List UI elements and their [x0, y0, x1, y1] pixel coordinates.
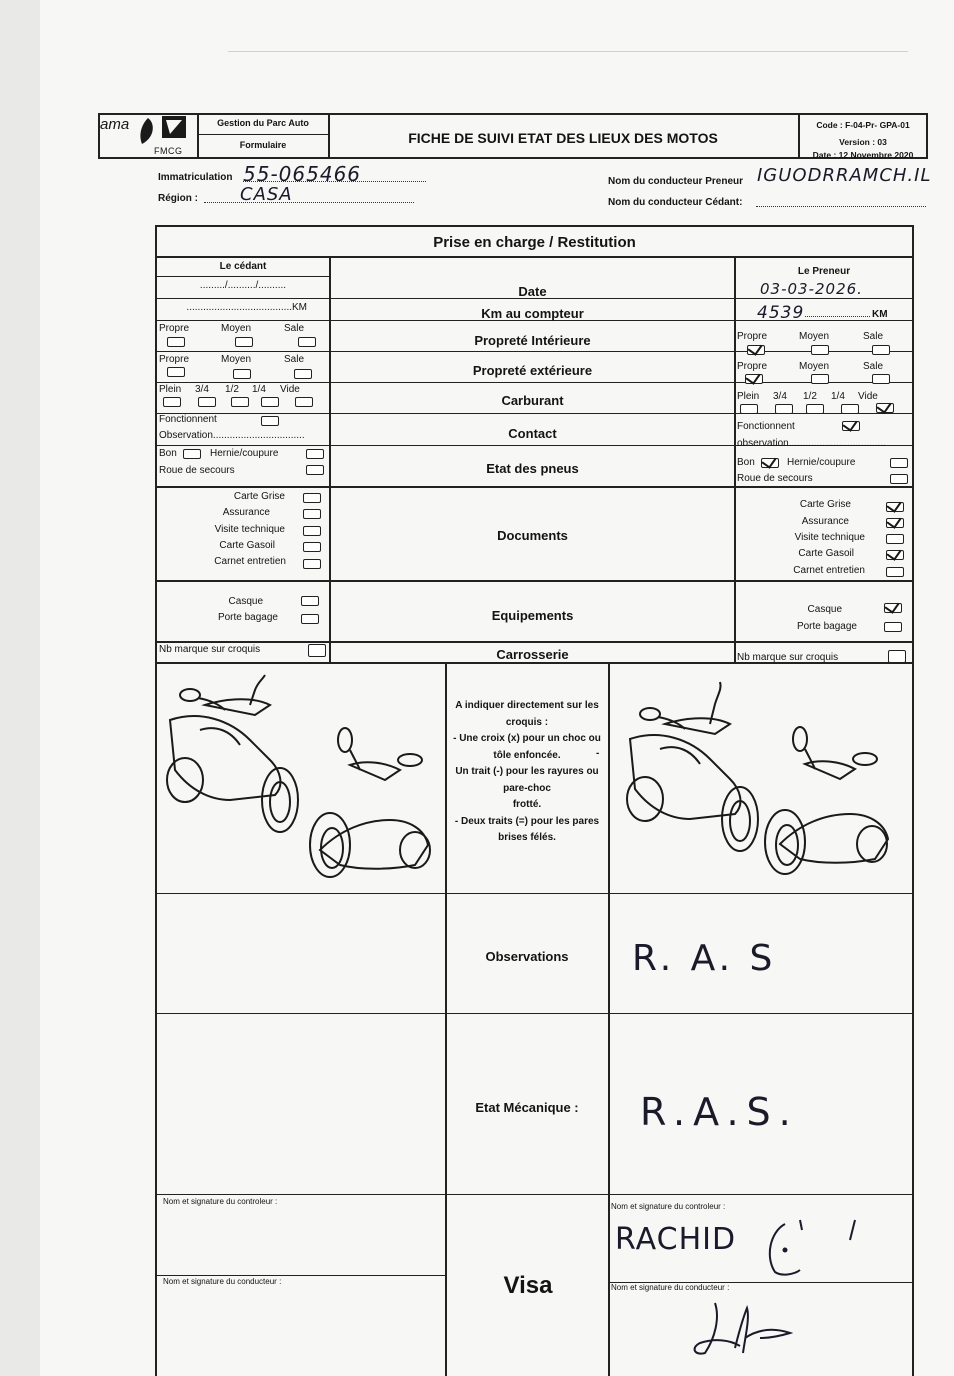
- preneur-km-unit: KM: [872, 309, 888, 320]
- divider: [608, 662, 610, 1376]
- preneur-nb-marque-field[interactable]: [888, 650, 906, 663]
- scooter-sketch-right: [620, 674, 905, 889]
- row-label-contact: Contact: [508, 426, 557, 441]
- cedant-equip-porte-label: Porte bagage: [217, 612, 278, 623]
- cedant-nb-marque-label: Nb marque sur croquis: [159, 644, 261, 655]
- divider: [156, 256, 913, 258]
- cedant-int-sale-label: Sale: [284, 323, 305, 334]
- cedant-observation-field[interactable]: Observation.................................: [159, 430, 305, 441]
- scooter-sketch-left: [160, 670, 440, 885]
- cedant-doc-carnet-checkbox[interactable]: [303, 559, 321, 569]
- mecanique-label: Etat Mécanique :: [475, 1100, 579, 1115]
- fmcg-logo-icon: [162, 116, 186, 138]
- cedant-doc-assurance-label: Assurance: [222, 507, 270, 518]
- instruction-line: - Une croix (x) pour un choc ou tôle enfoncée.: [453, 733, 601, 761]
- cedant-roue-checkbox[interactable]: [306, 465, 324, 475]
- preneur-observation-field[interactable]: observation...................................: [737, 438, 886, 449]
- divider: [156, 276, 330, 277]
- cedant-dots[interactable]: [756, 206, 926, 207]
- preneur-nb-marque-label: Nb marque sur croquis: [737, 652, 839, 663]
- form-date: Date : 12 Novembre 2020: [812, 150, 914, 160]
- cedant-ext-moyen-label: Moyen: [221, 354, 252, 365]
- preneur-fuel-14-label: 1/4: [831, 391, 845, 402]
- cedant-fuel-12-label: 1/2: [225, 384, 239, 395]
- preneur-km-value[interactable]: 4539: [757, 303, 805, 323]
- cedant-nb-marque-field[interactable]: [308, 644, 326, 657]
- preneur-fuel-34-label: 3/4: [773, 391, 787, 402]
- cedant-int-moyen-label: Moyen: [221, 323, 252, 334]
- cedant-int-propre-label: Propre: [159, 323, 190, 334]
- cedant-bon-label: Bon: [159, 448, 177, 459]
- cedant-doc-carnet-label: Carnet entretien: [214, 556, 286, 567]
- preneur-contact-checkbox[interactable]: [842, 421, 860, 431]
- region-label: Région :: [158, 193, 198, 204]
- cedant-fuel-vide-label: Vide: [280, 384, 300, 395]
- preneur-hernie-checkbox[interactable]: [890, 458, 908, 468]
- cedant-bon-checkbox[interactable]: [183, 449, 201, 459]
- cedant-ext-moyen-checkbox[interactable]: [233, 369, 251, 379]
- preneur-fuel-34-checkbox[interactable]: [775, 404, 793, 414]
- cedant-doc-assurance-checkbox[interactable]: [303, 509, 321, 519]
- row-label-date: Date: [518, 284, 547, 299]
- row-label-equipements: Equipements: [491, 608, 574, 623]
- preneur-bon-label: Bon: [737, 457, 755, 468]
- divider: [156, 382, 913, 383]
- preneur-ext-propre-checkbox[interactable]: [745, 374, 763, 384]
- croquis-instructions: [448, 698, 606, 847]
- divider: [156, 413, 913, 414]
- cedant-contact-label: Fonctionnent: [159, 414, 217, 425]
- preneur-roue-label: Roue de secours: [737, 473, 813, 484]
- divider: [156, 486, 913, 488]
- mecanique-value[interactable]: R.A.S.: [640, 1090, 799, 1134]
- instruction-line: Un trait (-) pour les rayures ou pare-choc: [455, 766, 599, 794]
- company-logo-fmcg: FMCG: [154, 146, 183, 156]
- header-dept: Gestion du Parc Auto: [217, 118, 309, 128]
- page-title: FICHE DE SUIVI ETAT DES LIEUX DES MOTOS: [408, 130, 718, 146]
- form-code: Code : F-04-Pr- GPA-01: [816, 120, 910, 130]
- cedant-doc-carte-grise-checkbox[interactable]: [303, 493, 321, 503]
- preneur-fuel-12-checkbox[interactable]: [806, 404, 824, 414]
- divider: [445, 662, 447, 1376]
- preneur-fuel-vide-checkbox[interactable]: [876, 403, 894, 413]
- row-label-carburant: Carburant: [501, 393, 564, 408]
- row-label-prop-int: Propreté Intérieure: [474, 333, 591, 348]
- divider: [228, 51, 908, 52]
- instruction-line: frotté.: [512, 799, 542, 810]
- preneur-equip-casque-label: Casque: [807, 604, 842, 615]
- cedant-ext-propre-checkbox[interactable]: [167, 367, 185, 377]
- instruction-line: A indiquer directement sur les croquis :: [455, 700, 599, 728]
- cedant-conducteur-label: Nom et signature du conducteur :: [163, 1277, 282, 1286]
- cedant-doc-gasoil-label: Carte Gasoil: [219, 540, 275, 551]
- visa-label: Visa: [503, 1272, 553, 1299]
- table-title: Prise en charge / Restitution: [433, 234, 636, 251]
- preneur-doc-gasoil-label: Carte Gasoil: [798, 548, 854, 559]
- divider: [156, 1194, 913, 1195]
- cedant-contact-checkbox[interactable]: [261, 416, 279, 426]
- cedant-date-field[interactable]: ........./........../..........: [199, 280, 287, 291]
- preneur-equip-porte-label: Porte bagage: [796, 621, 857, 632]
- preneur-value[interactable]: IGUODRRAMCH.IL: [757, 165, 932, 186]
- cedant-fuel-12-checkbox[interactable]: [231, 397, 249, 407]
- preneur-equip-porte-checkbox[interactable]: [884, 622, 902, 632]
- cedant-ext-sale-label: Sale: [284, 354, 305, 365]
- controleur-signature-mark: [760, 1212, 870, 1280]
- cedant-header: Le cédant: [219, 261, 267, 272]
- preneur-roue-checkbox[interactable]: [890, 474, 908, 484]
- preneur-int-moyen-label: Moyen: [799, 331, 830, 342]
- cedant-fuel-plein-checkbox[interactable]: [163, 397, 181, 407]
- preneur-hernie-label: Hernie/coupure: [787, 457, 856, 468]
- form-version: Version : 03: [839, 137, 887, 147]
- preneur-km-dots: [805, 316, 870, 317]
- cedant-fuel-34-checkbox[interactable]: [198, 397, 216, 407]
- preneur-fuel-14-checkbox[interactable]: [841, 404, 859, 414]
- preneur-fuel-12-label: 1/2: [803, 391, 817, 402]
- cedant-doc-gasoil-checkbox[interactable]: [303, 542, 321, 552]
- immat-label: Immatriculation: [158, 172, 233, 183]
- cedant-fuel-34-label: 3/4: [195, 384, 209, 395]
- conducteur-signature: [685, 1298, 805, 1360]
- preneur-int-propre-label: Propre: [737, 331, 768, 342]
- controleur-signature-name[interactable]: RACHID: [615, 1222, 737, 1257]
- cedant-int-moyen-checkbox[interactable]: [235, 337, 253, 347]
- preneur-label: Nom du conducteur Preneur: [608, 176, 744, 187]
- preneur-ext-moyen-label: Moyen: [799, 361, 830, 372]
- cedant-fuel-vide-checkbox[interactable]: [295, 397, 313, 407]
- cedant-hernie-label: Hernie/coupure: [210, 448, 279, 459]
- company-logo-ama: ama: [100, 116, 130, 133]
- cedant-doc-visite-label: Visite technique: [214, 524, 285, 535]
- cedant-fuel-14-checkbox[interactable]: [261, 397, 279, 407]
- preneur-controleur-label: Nom et signature du controleur :: [611, 1202, 726, 1211]
- header-type: Formulaire: [239, 140, 287, 150]
- preneur-int-sale-checkbox[interactable]: [872, 345, 890, 355]
- divider: [156, 1275, 446, 1276]
- region-value[interactable]: CASA: [240, 184, 293, 205]
- cedant-equip-porte-checkbox[interactable]: [301, 614, 319, 624]
- divider: [198, 134, 328, 135]
- cedant-controleur-label: Nom et signature du controleur :: [163, 1197, 278, 1206]
- divider: [156, 641, 913, 643]
- preneur-int-propre-checkbox[interactable]: [747, 345, 765, 355]
- cedant-equip-casque-checkbox[interactable]: [301, 596, 319, 606]
- region-dots: [204, 202, 414, 203]
- instruction-dash: -: [596, 748, 600, 759]
- preneur-ext-moyen-checkbox[interactable]: [811, 374, 829, 384]
- divider: [197, 113, 199, 159]
- preneur-int-moyen-checkbox[interactable]: [811, 345, 829, 355]
- cedant-int-sale-checkbox[interactable]: [298, 337, 316, 347]
- preneur-bon-checkbox[interactable]: [761, 458, 779, 468]
- cedant-equip-casque-label: Casque: [228, 596, 263, 607]
- preneur-doc-carte-grise-checkbox[interactable]: [886, 502, 904, 512]
- observations-label: Observations: [485, 949, 569, 964]
- row-label-prop-ext: Propreté extérieure: [472, 363, 593, 378]
- leaf-logo-icon: [136, 116, 158, 146]
- cedant-label: Nom du conducteur Cédant:: [608, 197, 743, 208]
- cedant-doc-visite-checkbox[interactable]: [303, 526, 321, 536]
- divider: [734, 256, 736, 662]
- preneur-header: Le Preneur: [797, 266, 851, 277]
- cedant-fuel-plein-label: Plein: [159, 384, 182, 395]
- cedant-hernie-checkbox[interactable]: [306, 449, 324, 459]
- cedant-roue-label: Roue de secours: [159, 465, 235, 476]
- row-label-documents: Documents: [497, 528, 568, 543]
- preneur-conducteur-label: Nom et signature du conducteur :: [611, 1283, 730, 1292]
- preneur-doc-assurance-label: Assurance: [801, 516, 849, 527]
- immat-value[interactable]: 55-065466: [243, 162, 362, 186]
- divider: [156, 580, 913, 582]
- preneur-doc-gasoil-checkbox[interactable]: [886, 550, 904, 560]
- preneur-doc-assurance-checkbox[interactable]: [886, 518, 904, 528]
- preneur-fuel-vide-label: Vide: [858, 391, 878, 402]
- preneur-doc-visite-checkbox[interactable]: [886, 534, 904, 544]
- preneur-ext-sale-checkbox[interactable]: [872, 374, 890, 384]
- row-label-pneus: Etat des pneus: [486, 461, 579, 476]
- preneur-contact-label: Fonctionnent: [737, 421, 795, 432]
- preneur-doc-carnet-label: Carnet entretien: [793, 565, 865, 576]
- preneur-doc-carnet-checkbox[interactable]: [886, 567, 904, 577]
- preneur-int-sale-label: Sale: [863, 331, 884, 342]
- preneur-fuel-plein-checkbox[interactable]: [740, 404, 758, 414]
- preneur-ext-propre-label: Propre: [737, 361, 768, 372]
- instruction-line: - Deux traits (=) pour les pares brises félés.: [454, 815, 600, 843]
- preneur-date-value[interactable]: 03-03-2026.: [760, 280, 863, 298]
- divider: [156, 893, 913, 894]
- row-label-km: Km au compteur: [481, 306, 584, 321]
- cedant-fuel-14-label: 1/4: [252, 384, 266, 395]
- preneur-equip-casque-checkbox[interactable]: [884, 603, 902, 613]
- cedant-ext-propre-label: Propre: [159, 354, 190, 365]
- divider: [156, 351, 913, 352]
- divider: [156, 1013, 913, 1014]
- preneur-ext-sale-label: Sale: [863, 361, 884, 372]
- cedant-km-field[interactable]: ......................................KM: [186, 302, 307, 313]
- cedant-doc-carte-grise-label: Carte Grise: [233, 491, 285, 502]
- observations-value[interactable]: R. A. S: [632, 938, 777, 979]
- cedant-int-propre-checkbox[interactable]: [167, 337, 185, 347]
- preneur-fuel-plein-label: Plein: [737, 391, 760, 402]
- immat-dots: [243, 181, 426, 182]
- row-label-carrosserie: Carrosserie: [496, 647, 569, 662]
- preneur-doc-visite-label: Visite technique: [794, 532, 865, 543]
- preneur-doc-carte-grise-label: Carte Grise: [799, 499, 851, 510]
- cedant-ext-sale-checkbox[interactable]: [294, 369, 312, 379]
